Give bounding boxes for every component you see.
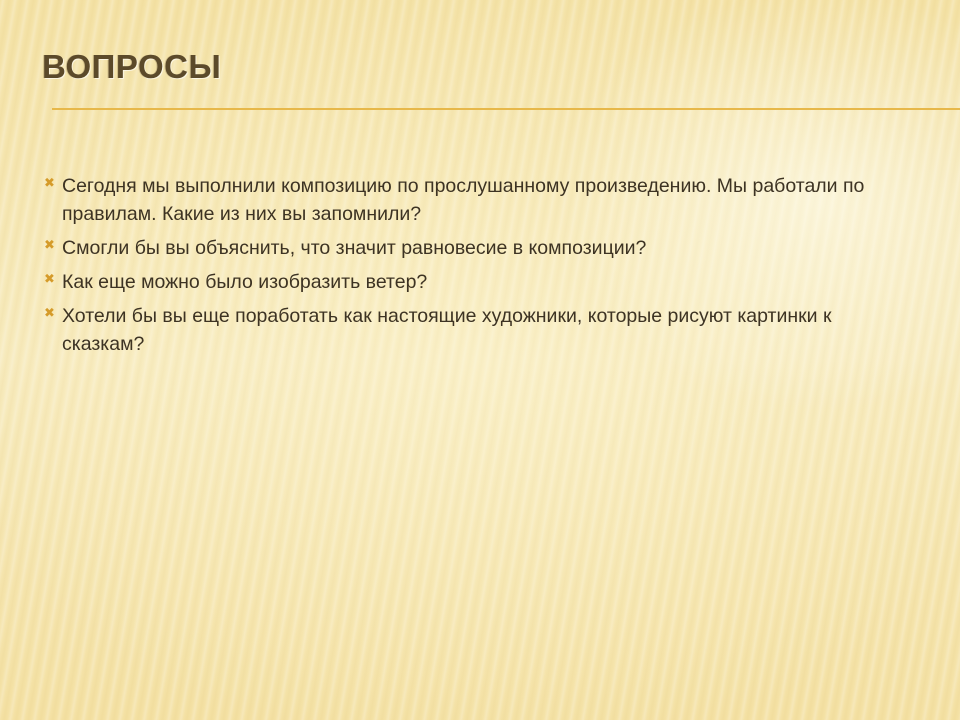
bullet-text: Смогли бы вы объяснить, что значит равновесие в композиции? <box>62 237 647 259</box>
slide-title: ВОПРОСЫ <box>42 48 222 85</box>
bullet-list <box>44 172 874 364</box>
bullet-item <box>44 302 874 358</box>
bullet-item <box>44 268 874 296</box>
title-divider <box>52 108 960 110</box>
x-bullet-icon: ✖ <box>44 305 55 320</box>
bullet-text: Хотели бы вы еще поработать как настоящие художники, которые рисуют картинки к сказкам? <box>62 305 832 355</box>
bullet-text: Как еще можно было изобразить ветер? <box>62 271 428 293</box>
bullet-item <box>44 234 874 262</box>
x-bullet-icon: ✖ <box>44 271 55 286</box>
x-bullet-icon: ✖ <box>44 175 55 190</box>
x-bullet-icon: ✖ <box>44 237 55 252</box>
bullet-item <box>44 172 874 228</box>
bullet-text: Сегодня мы выполнили композицию по прослушанному произведению. Мы работали по правилам. Какие из них вы запомнили? <box>62 175 865 225</box>
